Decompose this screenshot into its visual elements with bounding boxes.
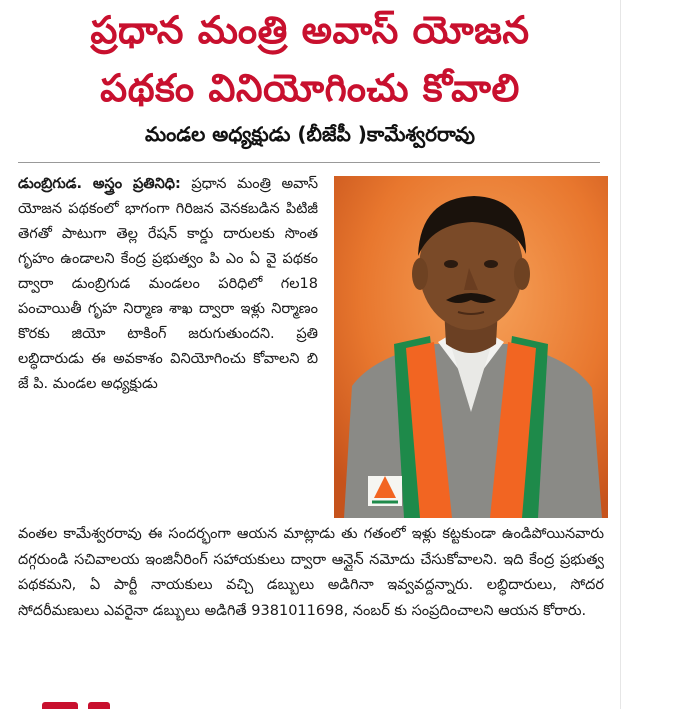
- lotus-icon: [368, 476, 402, 506]
- next-article-strip: [18, 700, 618, 709]
- portrait-photo: [334, 176, 608, 518]
- dateline: డుంబ్రిగుడ. అస్త్రం ప్రతినిధి:: [18, 176, 181, 192]
- headline-line-2: పథకం వినియోగించు కోవాలి: [100, 66, 520, 110]
- person-portrait-icon: [334, 176, 608, 518]
- article-body-column: [18, 172, 318, 397]
- headline-line-1: ప్రధాన మంత్రి అవాస్ యోజన: [90, 8, 530, 52]
- divider: [18, 162, 600, 163]
- body-column-text: ప్రధాన మంత్రి అవాస్ యోజన పథకంలో భాగంగా గిరిజన వెనకబడిన పిటిజీ తెగతో పాటుగా తెల్ల రేషన్ కార్డు దారులకు సొంత గృహం ఉండాలని కేంద్ర ప్రభుత్వం పి ఎం ఏ వై పథకం ద్వారా డుంబ్రిగుడ మండలం పరిధిలో గల18 పంచాయితీ గృహ నిర్మాణ శాఖ ద్వారా ఇళ్లు నిర్మాణం కొరకు జియో టాకింగ్ జరుగుతుందని. ప్రతి లబ్ధిదారుడు ఈ అవకాశం వినియోగించు కోవాలని బి జే పి. మండల అధ్యక్షుడు: [18, 176, 318, 392]
- article-body-wide: వంతల కామేశ్వరరావు ఈ సందర్భంగా ఆయన మాట్లాడు తు గతంలో ఇళ్లు కట్టకుండా ఉండిపోయినవారు దగ్గరుండి సచివాలయ ఇంజినీరింగ్ సహాయకులు ద్వారా ఆన్లైన్ నమోదు చేసుకోవాలని. ఇది కేంద్ర ప్రభుత్వ పథకమని, ఏ పార్టీ నాయకులు వచ్చి డబ్బులు అడిగినా ఇవ్వవద్దన్నారు. లబ్ధిదారులు, సోదర సోదరీమణులు ఎవరైనా డబ్బులు అడిగితే 9381011698, నంబర్ కు సంప్రదించాలని ఆయన కోరారు.: [18, 526, 604, 619]
- subheadline: మండల అధ్యక్షుడు (బీజేపీ )కామేశ్వరరావు: [144, 122, 476, 146]
